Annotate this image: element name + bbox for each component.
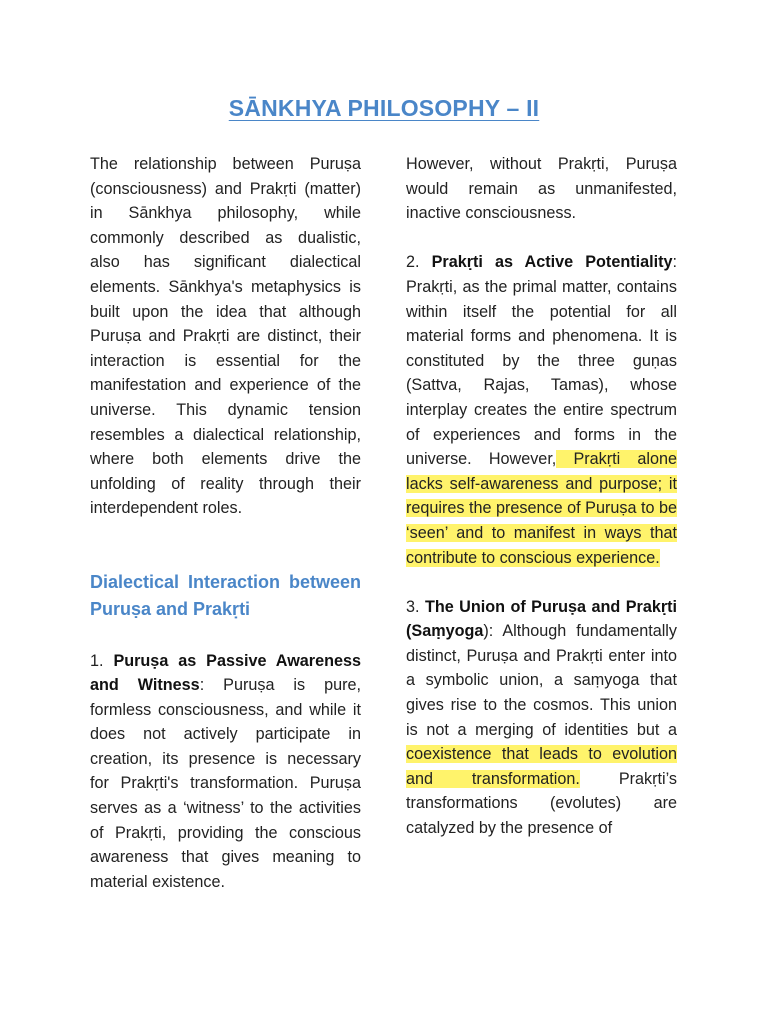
continuation-paragraph: However, without Prakṛti, Puruṣa would remain as unmanifested, inactive consciousness.	[406, 155, 677, 223]
point-3-text: ): Although fundamentally distinct, Puruṣa and Prakṛti enter into a symbolic union, a saṃyoga that gives rise to the cosmos. This union is not a merging of identities but a	[406, 622, 677, 739]
left-column	[90, 152, 361, 894]
point-1-heading: Puruṣa as Passive Awareness and Witness	[90, 651, 361, 695]
point-1-text: : Puruṣa is pure, formless consciousness, and while it does not actively participate in creation, its presence is necessary for Prakṛti's transformation. Puruṣa serves as a ‘witness’ to the activities of Prakṛti, providing the conscious awareness that gives meaning to material existence.	[90, 676, 361, 891]
point-1-paragraph	[90, 649, 361, 895]
section-heading: Dialectical Interaction between Puruṣa and Prakṛti	[90, 571, 361, 620]
intro-paragraph: The relationship between Puruṣa (consciousness) and Prakṛti (matter) in Sānkhya philosophy, while commonly described as dualistic, also has significant dialectical elements. Sānkhya's metaphysics is built upon the idea that although Puruṣa and Prakṛti are distinct, their interaction is essential for the manifestation and experience of the universe. This dynamic tension resembles a dialectical relationship, where both elements drive the unfolding of reality through their interdependent roles.	[90, 155, 361, 518]
point-3-text-after: Prakṛti’s transformations (evolutes) are catalyzed by the presence of	[406, 769, 677, 838]
point-3-number: 3.	[406, 597, 425, 616]
point-2-text: : Prakṛti, as the primal matter, contains within itself the potential for all material forms and phenomena. It is constituted by the three guṇas (Sattva, Rajas, Tamas), whose interplay creates the entire spectrum of experiences and forms in the universe. However,	[406, 253, 677, 469]
point-3-highlight: coexistence that leads to evolution and transformation.	[406, 745, 677, 788]
point-3-paragraph	[406, 595, 677, 841]
point-2-number: 2.	[406, 253, 432, 272]
point-3-heading: The Union of Puruṣa and Prakṛti (Saṃyoga	[406, 597, 678, 641]
right-column	[406, 152, 677, 841]
point-2-heading: Prakṛti as Active Potentiality	[431, 253, 673, 272]
point-2-paragraph	[406, 250, 677, 570]
point-2-highlight: Prakṛti alone lacks self-awareness and purpose; it requires the presence of Puruṣa to be ‘seen’ and to manifest in ways that contribute to conscious experience.	[406, 450, 677, 567]
page-title: SĀNKHYA PHILOSOPHY – II	[228, 95, 540, 121]
point-1-number: 1.	[90, 651, 114, 670]
